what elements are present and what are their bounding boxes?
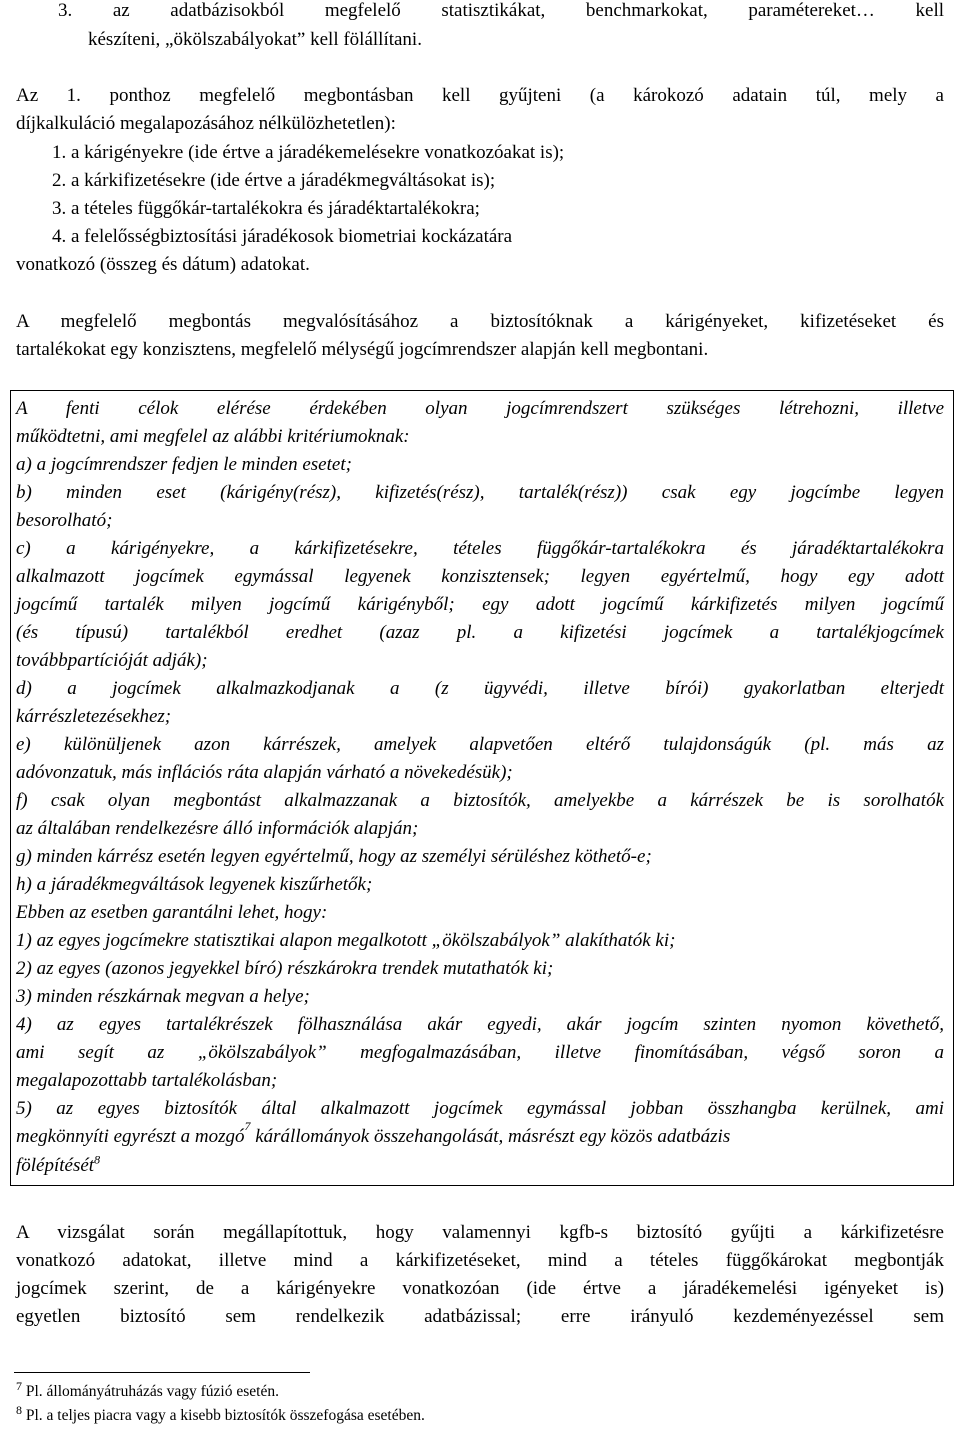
box-line-8: jogcímű tartalék milyen jogcímű kárigényből; egy adott jogcímű kárkifizetés milyen jogcímű (16, 594, 944, 615)
box-line-28 (16, 1152, 101, 1177)
box-line-28-text: fölépítését (16, 1155, 95, 1176)
box-line-21: 2) az egyes (azonos jegyekkel bíró) részkárokra trendek mutathatók ki; (16, 958, 554, 979)
box-line-22: 3) minden részkárnak megvan a helye; (16, 986, 310, 1007)
paragraph-2-line-1: A megfelelő megbontás megvalósításához a biztosítóknak a kárigényeket, kifizetéseket és (16, 311, 944, 332)
box-line-11: d) a jogcímek alkalmazkodjanak a (z ügyvédi, illetve bírói) gyakorlatban elterjedt (16, 678, 944, 699)
box-line-23: 4) az egyes tartalékrészek fölhasználása akár egyedi, akár jogcím szinten nyomon követhető, (16, 1014, 944, 1035)
box-line-5: besorolható; (16, 510, 113, 531)
paragraph-1-line-1: Az 1. ponthoz megfelelő megbontásban kell gyűjteni (a károkozó adatain túl, mely a (16, 85, 944, 106)
criteria-box (10, 390, 954, 1186)
list-item-3-line-1: 3. az adatbázisokból megfelelő statisztikákat, benchmarkokat, paramétereket… kell (58, 0, 944, 21)
box-line-27 (16, 1119, 944, 1148)
footnote-7-mark: 7 (16, 1378, 22, 1393)
footnote-7-text: Pl. állományátruházás vagy fúzió esetén. (22, 1383, 279, 1400)
data-list-item-4-cont: vonatkozó (összeg és dátum) adatokat. (16, 254, 310, 275)
box-line-1: A fenti célok elérése érdekében olyan jogcímrendszert szükséges létrehozni, illetve (16, 398, 944, 419)
paragraph-3-line-3: jogcímek szerint, de a kárigényekre vonatkozóan (ide értve a járadékemelési igényeket is) (16, 1278, 944, 1299)
paragraph-1-line-2: díjkalkuláció megalapozásához nélkülözhetetlen): (16, 113, 396, 134)
box-line-18: h) a járadékmegváltások legyenek kiszűrhetők; (16, 874, 373, 895)
box-line-3: a) a jogcímrendszer fedjen le minden esetet; (16, 454, 352, 475)
box-line-19: Ebben az esetben garantálni lehet, hogy: (16, 902, 328, 923)
data-list-item-1: 1. a kárigényekre (ide értve a járadékemelésekre vonatkozóakat is); (52, 142, 565, 163)
box-line-13: e) különüljenek azon kárrészek, amelyek alapvetően eltérő tulajdonságúk (pl. más az (16, 734, 944, 755)
footnote-8-mark: 8 (16, 1402, 22, 1417)
footnote-ref-8: 8 (94, 1152, 101, 1167)
box-line-25: megalapozottabb tartalékolásban; (16, 1070, 278, 1091)
box-line-4: b) minden eset (kárigény(rész), kifizetés(rész), tartalék(rész)) csak egy jogcímbe legyen (16, 482, 944, 503)
data-list-item-3: 3. a tételes függőkár-tartalékokra és járadéktartalékokra; (52, 198, 480, 219)
box-line-14: adóvonzatuk, más inflációs ráta alapján várható a növekedésük); (16, 762, 513, 783)
list-item-3-line-2: készíteni, „ökölszabályokat” kell fölállítani. (88, 29, 422, 50)
box-line-20: 1) az egyes jogcímekre statisztikai alapon megalkotott „ökölszabályok” alakíthatók ki; (16, 930, 676, 951)
box-line-16: az általában rendelkezésre álló információk alapján; (16, 818, 419, 839)
box-line-15: f) csak olyan megbontást alkalmazzanak a biztosítók, amelyekbe a kárrészek be is sorolhatók (16, 790, 944, 811)
box-line-10: továbbpartícióját adják); (16, 650, 208, 671)
footnote-8-text: Pl. a teljes piacra vagy a kisebb biztosítók összefogása esetében. (22, 1407, 425, 1424)
paragraph-3-line-1: A vizsgálat során megállapítottuk, hogy valamennyi kgfb-s biztosító gyűjti a kárkifizetésre (16, 1222, 944, 1243)
box-line-27-part-b: kárállományok összehangolását, másrészt egy közös adatbázis (250, 1126, 731, 1147)
box-line-9: (és típusú) tartalékból eredhet (azaz pl. a kifizetési jogcímek a tartalékjogcímek (16, 622, 944, 643)
data-list-item-2: 2. a kárkifizetésekre (ide értve a járadékmegváltásokat is); (52, 170, 496, 191)
box-line-6: c) a kárigényekre, a kárkifizetésekre, tételes függőkár-tartalékokra és járadéktartalékokra (16, 538, 944, 559)
paragraph-2-line-2: tartalékokat egy konzisztens, megfelelő mélységű jogcímrendszer alapján kell megbontani. (16, 339, 709, 360)
data-list-item-4: 4. a felelősségbiztosítási járadékosok biometriai kockázatára (52, 226, 513, 247)
footnote-8 (16, 1402, 425, 1425)
footnote-separator (14, 1372, 310, 1373)
footnote-ref-7: 7 (244, 1119, 251, 1133)
paragraph-3-line-4: egyetlen biztosító sem rendelkezik adatbázissal; erre irányuló kezdeményezéssel sem (16, 1306, 944, 1327)
footnote-7 (16, 1378, 279, 1401)
box-line-7: alkalmazott jogcímek egymással legyenek konzisztensek; legyen egyértelmű, hogy egy adott (16, 566, 944, 587)
paragraph-3-line-2: vonatkozó adatokat, illetve mind a kárkifizetéseket, mind a tételes függőkárokat megbontják (16, 1250, 944, 1271)
box-line-27-part-a: megkönnyíti egyrészt a mozgó (16, 1126, 245, 1147)
box-line-24: ami segít az „ökölszabályok” megfogalmazásában, illetve finomításában, végső soron a (16, 1042, 944, 1063)
box-line-2: működtetni, ami megfelel az alábbi kritériumoknak: (16, 426, 410, 447)
box-line-26: 5) az egyes biztosítók által alkalmazott jogcímek egymással jobban összhangba kerülnek, ami (16, 1098, 944, 1119)
box-line-17: g) minden kárrész esetén legyen egyértelmű, hogy az személyi sérüléshez köthető-e; (16, 846, 652, 867)
box-line-12: kárrészletezésekhez; (16, 706, 172, 727)
